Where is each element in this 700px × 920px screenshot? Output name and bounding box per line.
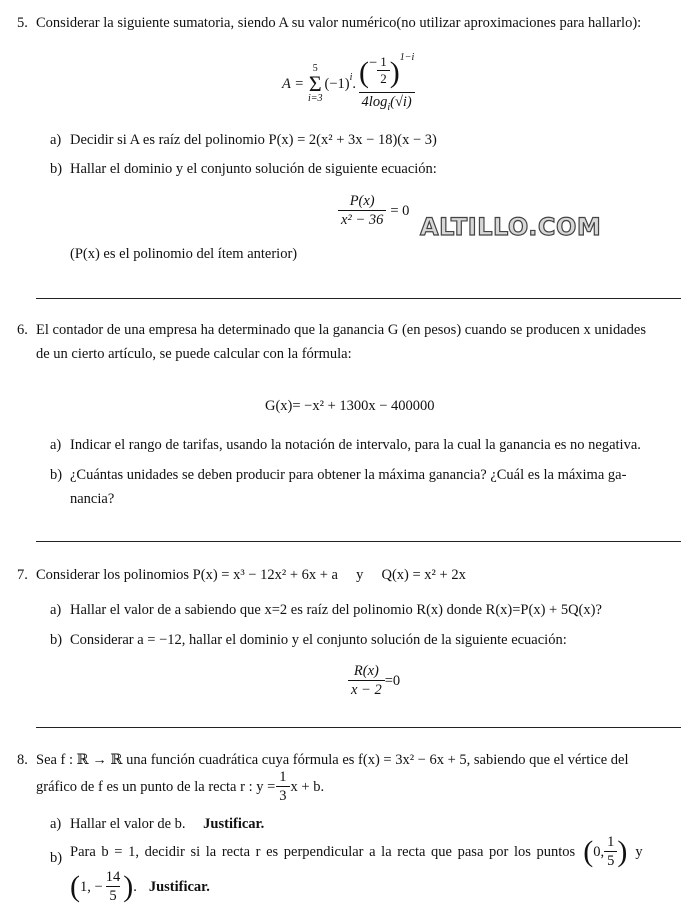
p5-eq-rhs: = 0 xyxy=(390,202,410,219)
log-argument: (√i) xyxy=(390,93,412,110)
p7-equation xyxy=(348,662,400,699)
inner-frac-num: 1 xyxy=(380,54,387,70)
summation-fraction: ( − $\frac{1}{2}$ ) 1−i $4\log_i(√i)$ xyxy=(359,52,415,113)
p6-formula: G(x)= −x² + 1300x − 400000 xyxy=(265,398,435,414)
problem-6-number: 6. xyxy=(17,322,28,338)
problem-6-line2: de un cierto artículo, se puede calcular con la fórmula: xyxy=(36,346,352,362)
inner-frac-den: 2 xyxy=(377,70,390,87)
p8-b-line2: ( 1, − $\frac{14}{5}$ ) . Justificar. xyxy=(70,869,210,905)
p8-a-line xyxy=(70,815,264,833)
p5-a-label: a) xyxy=(50,132,62,148)
problem-7-number: 7. xyxy=(17,567,28,583)
summation-formula: A = 5 Σ i=3 (−1) $^i$ . ( − $\frac{1}{2}$ ) 1−i $4\log_i(√i)$ xyxy=(282,52,417,116)
p8-slope-num: 1 xyxy=(279,769,287,785)
point-2-end: . xyxy=(133,878,137,895)
p8-b-text: Para b = 1, decidir si la recta r es perpendicular a la recta que pasa por los puntos xyxy=(70,843,576,860)
p7-eq-num: R(x) xyxy=(353,663,379,679)
problem-8-line2 xyxy=(36,768,324,805)
p8-b-justify: Justificar. xyxy=(148,878,210,895)
point-1-x: 0, xyxy=(593,843,605,860)
p8-line2-pre: gráfico de f es un punto de la recta r : y = xyxy=(36,778,276,795)
p5-equation xyxy=(338,192,409,229)
p5-b-text: Hallar el dominio y el conjunto solución de siguiente ecuación: xyxy=(70,161,437,177)
p8-slope-den: 3 xyxy=(276,786,289,805)
p7-eq-den: x − 2 xyxy=(348,680,385,699)
p7-b-label: b) xyxy=(50,632,63,648)
p5-a-text: Decidir si A es raíz del polinomio P(x) = 2(x² + 3x − 18)(x − 3) xyxy=(70,132,437,148)
point-1: ( 0, $\frac{1}{5}$ ) xyxy=(583,834,628,870)
divider-1 xyxy=(36,298,681,299)
p5-eq-den: x² − 36 xyxy=(338,210,386,229)
p8-b-label: b) xyxy=(50,850,63,866)
sum-upper-limit: 5 xyxy=(312,62,318,74)
sum-lower-limit: i=3 xyxy=(308,93,323,104)
p7-a-label: a) xyxy=(50,602,62,618)
problem-5-number: 5. xyxy=(17,15,28,31)
formula-lhs: A = xyxy=(282,75,305,92)
point-1-num: 1 xyxy=(607,834,615,851)
p5-note: (P(x) es el polinomio del ítem anterior) xyxy=(70,246,298,262)
point-2-num: 14 xyxy=(105,869,121,886)
p5-eq-num: P(x) xyxy=(349,193,375,209)
problem-7-intro: Considerar los polinomios P(x) = x³ − 12x² + 6x + a y Q(x) = x² + 2x xyxy=(36,567,466,583)
problem-8-line1: Sea f : ℝ → ℝ una función cuadrática cuya fórmula es f(x) = 3x² − 6x + 5, sabiendo que el vértice del xyxy=(36,752,629,768)
denominator-log: 4log xyxy=(361,93,388,110)
numerator-exponent: 1−i xyxy=(399,52,415,64)
p7-b-text: Considerar a = −12, hallar el dominio y el conjunto solución de la siguiente ecuación: xyxy=(70,632,567,648)
sum-factor-exp: i xyxy=(349,71,353,83)
p6-b-line1: ¿Cuántas unidades se deben producir para obtener la máxima ganancia? ¿Cuál es la máxima ga- xyxy=(70,467,627,483)
p5-b-label: b) xyxy=(50,161,63,177)
p7-a-text: Hallar el valor de a sabiendo que x=2 es raíz del polinomio R(x) donde R(x)=P(x) + 5Q(x)? xyxy=(70,602,602,618)
divider-2 xyxy=(36,541,681,542)
p8-line2-post: x + b. xyxy=(290,778,325,795)
p6-b-label: b) xyxy=(50,467,63,483)
log-base: i xyxy=(387,101,391,113)
p6-a-label: a) xyxy=(50,437,62,453)
p8-b-line1 xyxy=(70,833,682,871)
point-2-den: 5 xyxy=(106,886,119,905)
point-2-x: 1, − xyxy=(80,878,103,895)
problem-6-line1: El contador de una empresa ha determinado que la ganancia G (en pesos) cuando se producen x unidades xyxy=(36,322,646,338)
point-1-den: 5 xyxy=(604,851,617,870)
sum-factor: (−1) xyxy=(324,75,350,92)
p6-b-line2: nancia? xyxy=(70,491,115,507)
problem-8-number: 8. xyxy=(17,752,28,768)
watermark: ALTILLO.COM xyxy=(420,213,602,241)
p8-conj: y xyxy=(635,843,643,860)
sigma-symbol: 5 Σ i=3 xyxy=(308,62,323,104)
p6-a-text: Indicar el rango de tarifas, usando la notación de intervalo, para la cual la ganancia es no negativa. xyxy=(70,437,641,453)
divider-3 xyxy=(36,727,681,728)
problem-5-intro: Considerar la siguiente sumatoria, siendo A su valor numérico(no utilizar aproximaciones para hallarlo): xyxy=(36,15,642,31)
p7-eq-rhs: =0 xyxy=(384,672,401,689)
p8-a-label: a) xyxy=(50,816,62,832)
p8-a-justify: Justificar. xyxy=(203,816,265,832)
p8-a-text: Hallar el valor de b. xyxy=(70,816,186,832)
